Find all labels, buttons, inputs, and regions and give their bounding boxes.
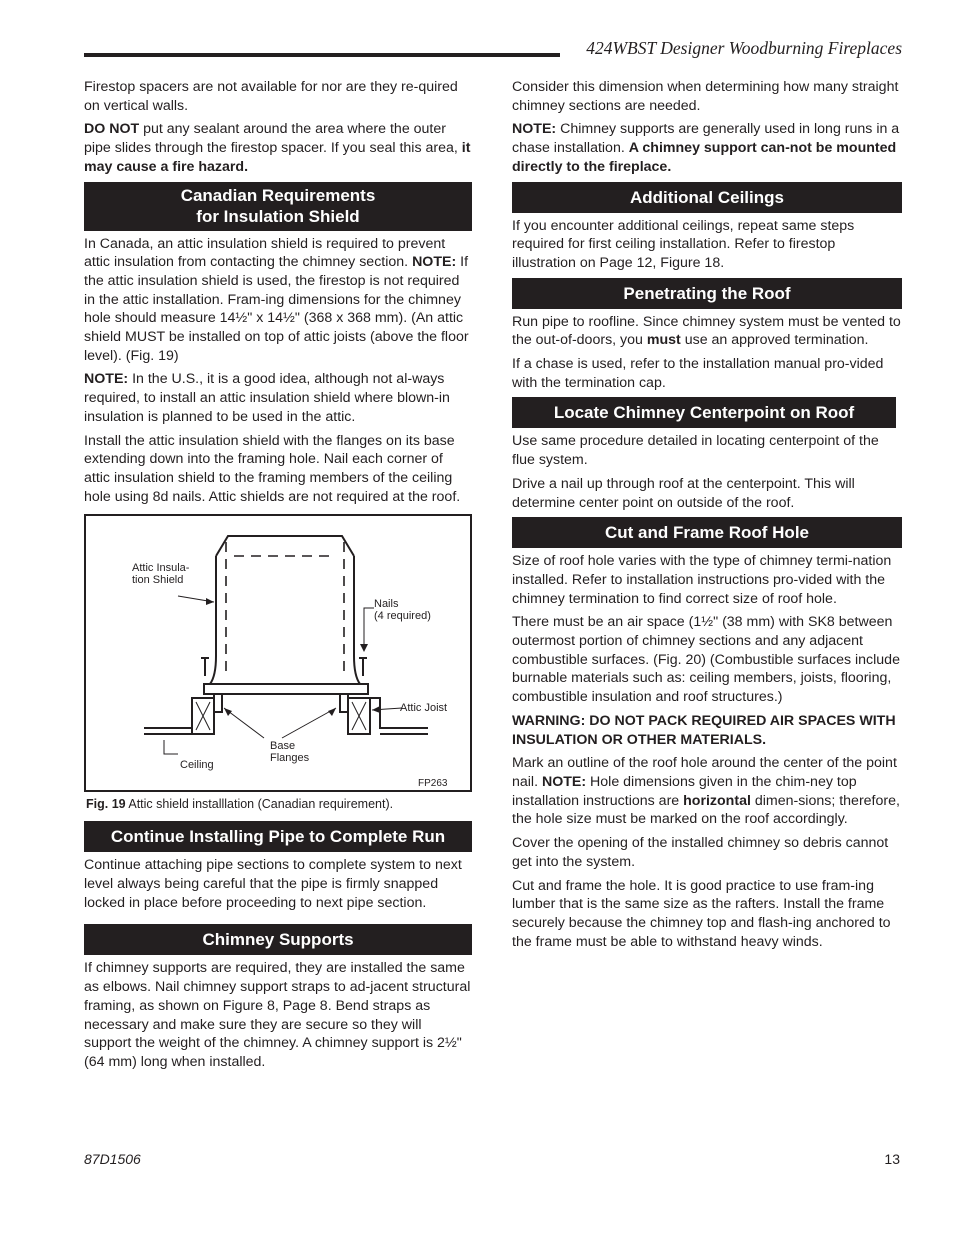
section-heading-chimney-supports: Chimney Supports xyxy=(84,924,472,955)
section-heading-penetrating-roof: Penetrating the Roof xyxy=(512,278,902,309)
label-base-flanges: Base Flanges xyxy=(270,740,310,765)
header-rule xyxy=(84,53,560,57)
paragraph: DO NOT put any sealant around the area where the outer pipe slides through the firestop spacer. If you seal this area, it may cause a fire hazard. xyxy=(84,121,471,175)
paragraph: Firestop spacers are not available for nor are they re-quired on vertical walls. xyxy=(84,79,458,114)
paragraph: NOTE: Chimney supports are generally used in long runs in a chase installation. A chimney support can-not be mounted directly to the fireplace. xyxy=(512,121,900,175)
paragraph: Install the attic insulation shield with the flanges on its base extending down into the framing hole. Nail each corner of attic insulation shield to the framing members of the ceiling hole using 8d nails. Attic shields are not required at the roof. xyxy=(84,432,461,505)
paragraph: Mark an outline of the roof hole around the center of the point nail. NOTE: Hole dimensions given in the chim-ney top installation instructions are horizontal dimen-sions; therefore, the hole size must be marked on the roof accordingly. xyxy=(512,755,900,828)
section-heading-cut-frame-roof-hole: Cut and Frame Roof Hole xyxy=(512,517,902,548)
paragraph: Run pipe to roofline. Since chimney system must be vented to the out-of-doors, you must use an approved termination. xyxy=(512,313,901,349)
right-column xyxy=(512,78,902,956)
paragraph: Continue attaching pipe sections to complete system to next level always being careful that the pipe is firmly snapped locked in place before proceeding to next pipe section. xyxy=(84,857,462,911)
paragraph: There must be an air space (1½" (38 mm) with SK8 between outermost portion of chimney sections and any adjacent combustible surfaces. (Fig. 20) (Combustible surfaces include burnable materials such as: ceiling members, joists, flooring, combustible insulation and roof structures.) xyxy=(512,614,900,706)
section-heading-continue: Continue Installing Pipe to Complete Run xyxy=(84,821,472,852)
paragraph: Consider this dimension when determining how many straight chimney sections are needed. xyxy=(512,79,899,114)
paragraph: Size of roof hole varies with the type of chimney termi-nation installed. Refer to installation instructions pro-vided with the chimney termination to find correct size of roof hole. xyxy=(512,553,892,607)
label-nails: Nails (4 required) xyxy=(374,598,431,623)
warning-paragraph: WARNING: DO NOT PACK REQUIRED AIR SPACES WITH INSULATION OR OTHER MATERIALS. xyxy=(512,712,896,748)
left-column xyxy=(84,78,472,1077)
paragraph: In Canada, an attic insulation shield is required to prevent attic insulation from contacting the chimney section. NOTE: If the attic insulation shield is used, the firestop is not required in the attic installation. Fram-ing dimensions for the chimney hole should measure 14½" x 14½" (368 x 368 mm). (An attic shield MUST be installed on top of attic joists (above the floor level). (Fig. 19) xyxy=(84,235,469,364)
page-number: 13 xyxy=(884,1151,900,1167)
paragraph: NOTE: In the U.S., it is a good idea, although not al-ways required, to install an attic insulation shield where blown-in insulation is planned to be used in the attic. xyxy=(84,371,450,425)
paragraph: If a chase is used, refer to the installation manual pro-vided with the termination cap. xyxy=(512,356,884,391)
document-number: 87D1506 xyxy=(84,1151,141,1167)
paragraph: If chimney supports are required, they are installed the same as elbows. Nail chimney support straps to ad-jacent structural framing, as shown on Figure 8, Page 8. Bend straps as necessary and make sure they are secure so they will support the weight of the chimney. A chimney support is 2½" (64 mm) long when installed. xyxy=(84,960,471,1070)
label-attic-joist: Attic Joist xyxy=(400,702,448,715)
label-attic-insulation-shield: Attic Insula- tion Shield xyxy=(132,562,190,587)
document-title: 424WBST Designer Woodburning Fireplaces xyxy=(586,38,902,58)
label-ceiling: Ceiling xyxy=(180,759,214,772)
paragraph: If you encounter additional ceilings, repeat same steps required for first ceiling installation. Refer to firestop illustration on Page 12, Figure 18. xyxy=(512,217,855,271)
section-heading-locate-centerpoint: Locate Chimney Centerpoint on Roof xyxy=(512,397,896,428)
section-heading-additional-ceilings: Additional Ceilings xyxy=(512,182,902,213)
figure-attic-shield xyxy=(84,514,472,792)
paragraph: Use same procedure detailed in locating centerpoint of the flue system. xyxy=(512,433,879,469)
paragraph: Drive a nail up through roof at the centerpoint. This will determine center point on outside of the roof. xyxy=(512,475,855,511)
paragraph: Cover the opening of the installed chimney so debris cannot get into the system. xyxy=(512,835,889,870)
figure-caption: Fig. 19 Attic shield installlation (Canadian requirement). xyxy=(86,797,394,812)
section-heading-canadian: Canadian Requirements for Insulation Shield xyxy=(84,182,472,231)
paragraph: Cut and frame the hole. It is good practice to use fram-ing lumber that is the same size as the rafters. Install the frame securely because the chimney top and flash-ing anchored to the frame must be able to withstand heavy winds. xyxy=(512,877,891,950)
figure-code: FP263 xyxy=(418,778,448,790)
